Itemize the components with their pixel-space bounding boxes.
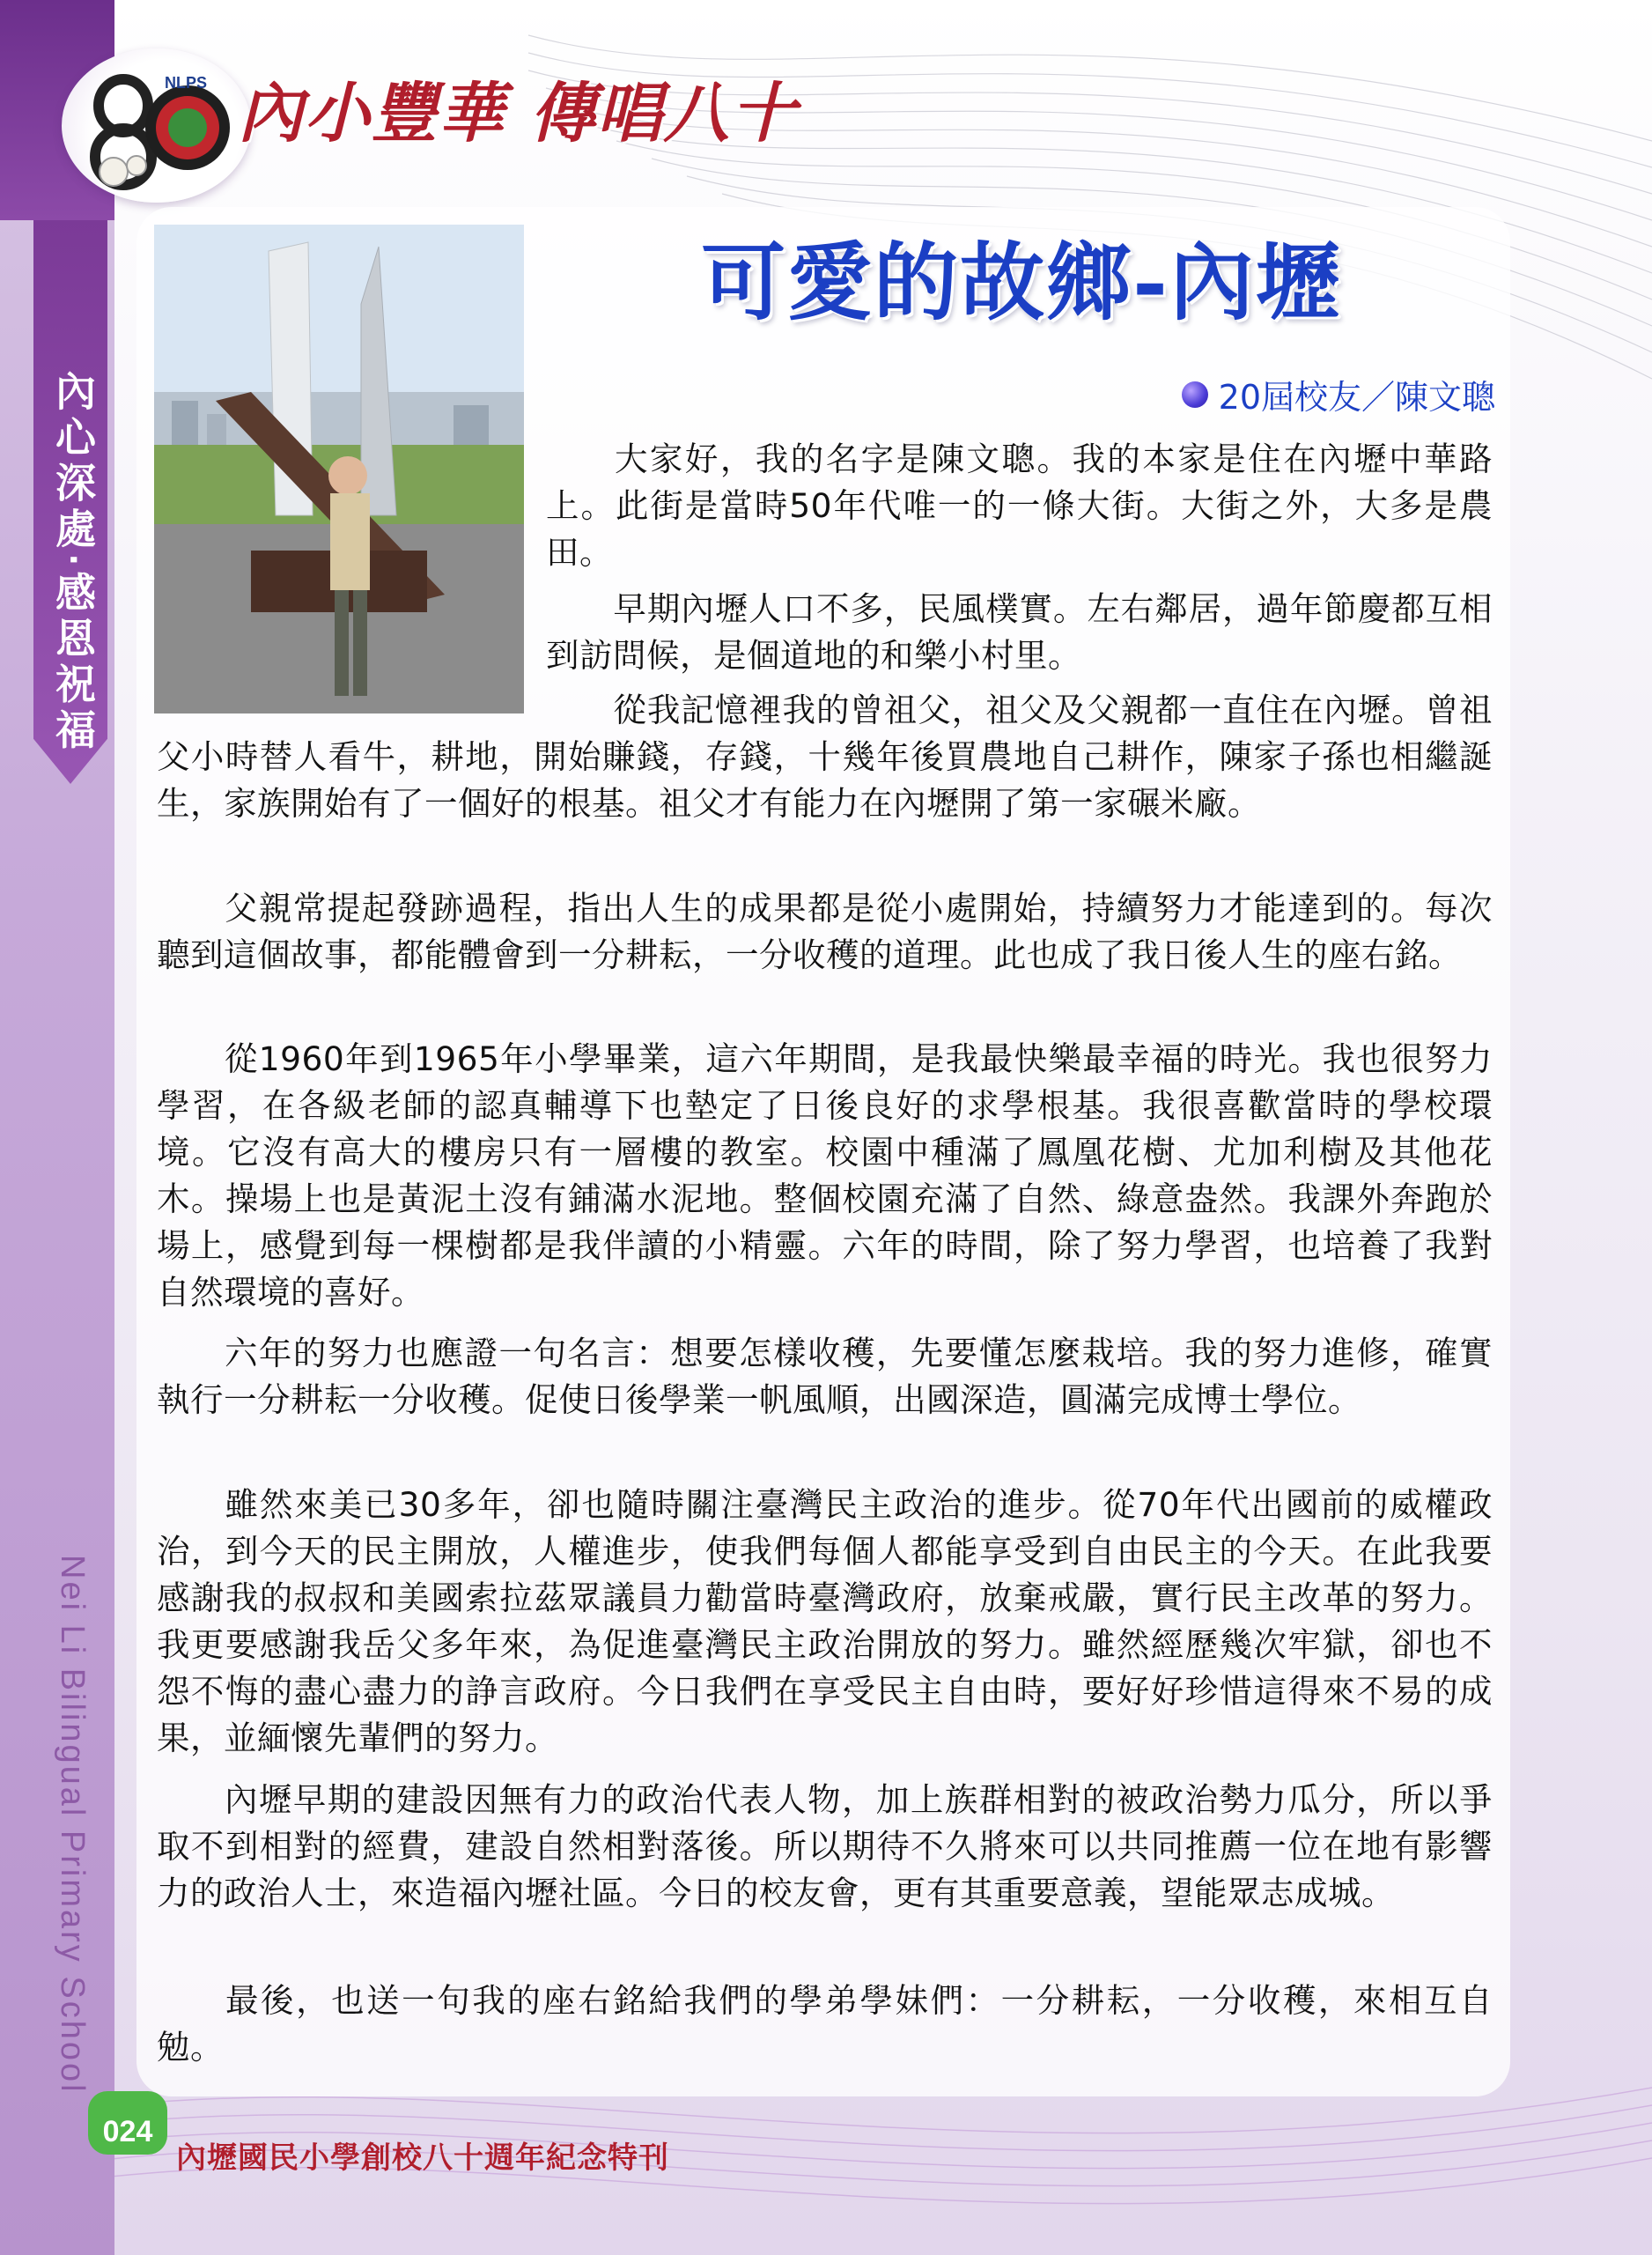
header-title: 內小豐華 傳唱八十: [238, 76, 798, 152]
page-number-badge: [88, 2091, 167, 2155]
article-title: 可愛的故鄉-內壢: [701, 233, 1342, 332]
paragraph-7: 雖然來美已30多年，卻也隨時關注臺灣民主政治的進步。從70年代出國前的威權政治，到今天的民主開放，人權進步，使我們每個人都能享受到自由民主的今天。在此我要感謝我的叔叔和美國索拉茲眾議員力勸當時臺灣政府，放棄戒嚴，實行民主改革的努力。我更要感謝我岳父多年來，為促進臺灣民主政治開放的努力。雖然經歷幾次牢獄，卻也不怨不悔的盡心盡力的諍言政府。今日我們在享受民主自由時，要好好珍惜這得來不易的成果，並緬懷先輩們的努力。: [157, 1485, 1493, 1757]
paragraph-5: 從1960年到1965年小學畢業，這六年期間，是我最快樂最幸福的時光。我也很努力學習，在各級老師的認真輔導下也墊定了日後良好的求學根基。我很喜歡當時的學校環境。它沒有高大的樓房只有一層樓的教室。校園中種滿了鳳凰花樹、尤加利樹及其他花木。操場上也是黃泥土沒有鋪滿水泥地。整個校園充滿了自然、綠意盎然。我課外奔跑於場上，感覺到每一棵樹都是我伴讀的小精靈。六年的時間，除了努力學習，也培養了我對自然環境的喜好。: [157, 1039, 1493, 1312]
byline: [1182, 370, 1495, 418]
bullet-icon: [1182, 381, 1208, 408]
paragraph-8: 內壢早期的建設因無有力的政治代表人物，加上族群相對的被政治勢力瓜分，所以爭取不到相對的經費，建設自然相對落後。所以期待不久將來可以共同推薦一位在地有影響力的政治人士，來造福內壢社區。今日的校友會，更有其重要意義，望能眾志成城。: [157, 1780, 1493, 1912]
logo-text: NLPS: [165, 74, 208, 92]
section-label: 內心深處‧感恩祝福: [49, 370, 97, 755]
author-photo: [154, 225, 524, 713]
paragraph-9: 最後，也送一句我的座右銘給我們的學弟學妹們：一分耕耘，一分收穫，來相互自勉。: [157, 1981, 1493, 2066]
paragraph-4: 父親常提起發跡過程，指出人生的成果都是從小處開始，持續努力才能達到的。每次聽到這個故事，都能體會到一分耕耘，一分收穫的道理。此也成了我日後人生的座右銘。: [157, 889, 1493, 974]
anniversary-80-logo-icon: [84, 53, 242, 194]
paragraph-3: 從我記憶裡我的曾祖父，祖父及父親都一直住在內壢。曾祖父小時替人看牛，耕地，開始賺錢，存錢，十幾年後買農地自己耕作，陳家子孫也相繼誕生，家族開始有了一個好的根基。祖父才有能力在內壢開了第一家碾米廠。: [157, 691, 1493, 823]
paragraph-1: 大家好，我的名字是陳文聰。我的本家是住在內壢中華路上。此街是當時50年代唯一的一條大街。大街之外，大多是農田。: [546, 440, 1493, 572]
paragraph-2: 早期內壢人口不多，民風樸實。左右鄰居，過年節慶都互相到訪問候，是個道地的和樂小村里。: [546, 589, 1493, 675]
publication-title: 內壢國民小學創校八十週年紀念特刊: [176, 2140, 669, 2176]
byline-text: 20屆校友／陳文聰: [1218, 378, 1495, 417]
school-english-name: Nei Li Bilingual Primary School: [54, 1555, 91, 2095]
page-number: 024: [102, 2115, 153, 2148]
paragraph-6: 六年的努力也應證一句名言：想要怎樣收穫，先要懂怎麼栽培。我的努力進修，確實執行一分耕耘一分收穫。促使日後學業一帆風順，出國深造，圓滿完成博士學位。: [157, 1334, 1493, 1419]
photo-illustration: [154, 225, 524, 713]
